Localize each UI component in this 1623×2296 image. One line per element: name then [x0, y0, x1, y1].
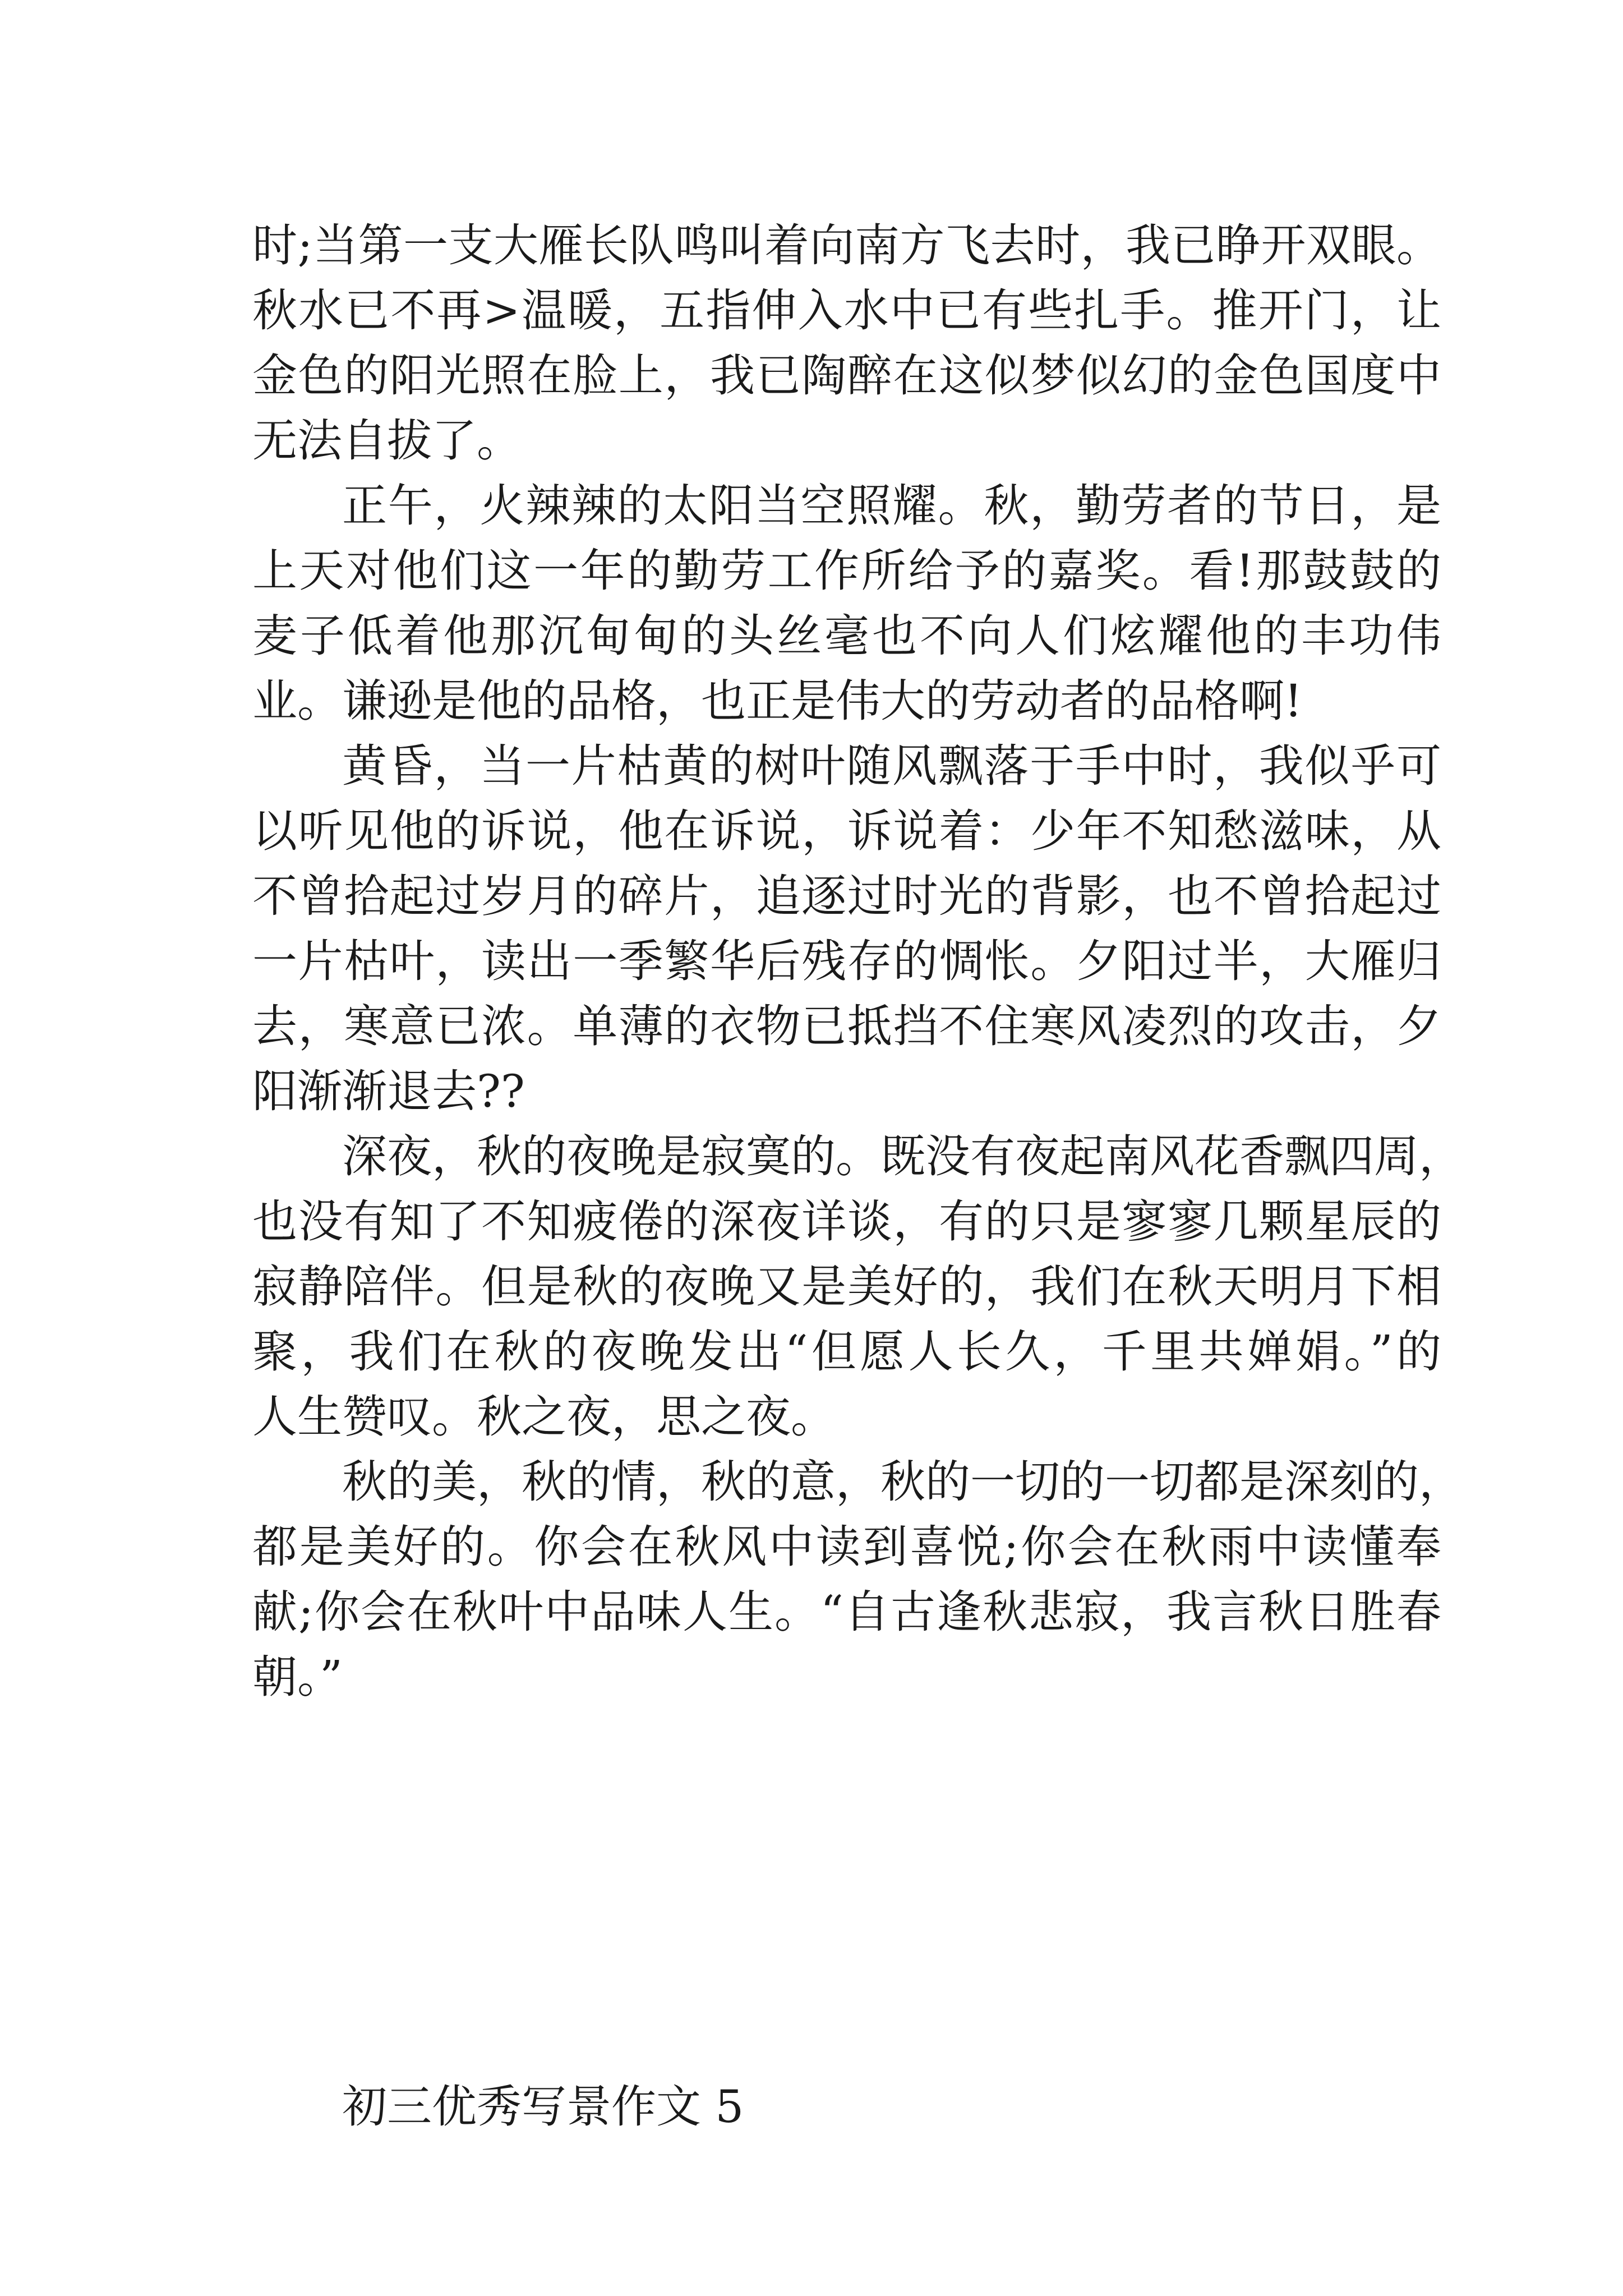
text-line: 寂静陪伴。但是秋的夜晚又是美好的，我们在秋天明月下相	[252, 1260, 1441, 1313]
text-line: 黄昏，当一片枯黄的树叶随风飘落于手中时，我似乎可	[342, 740, 1441, 792]
section-heading: 初三优秀写景作文 5	[342, 2081, 744, 2133]
text-line: 朝。”	[252, 1651, 343, 1703]
text-line: 金色的阳光照在脸上，我已陶醉在这似梦似幻的金色国度中	[252, 349, 1441, 402]
paragraph	[252, 213, 1441, 473]
text-line: 业。谦逊是他的品格，也正是伟大的劳动者的品格啊!	[252, 675, 1303, 727]
paragraph	[252, 473, 1441, 734]
paragraph	[252, 734, 1441, 1124]
text-line: 都是美好的。你会在秋风中读到喜悦;你会在秋雨中读懂奉	[252, 1521, 1441, 1573]
text-line: 麦子低着他那沉甸甸的头丝毫也不向人们炫耀他的丰功伟	[252, 610, 1441, 662]
text-line: 秋水已不再>温暖，五指伸入水中已有些扎手。推开门，让	[252, 284, 1441, 337]
text-line: 一片枯叶，读出一季繁华后残存的惆怅。夕阳过半，大雁归	[252, 935, 1441, 987]
text-line: 阳渐渐退去??	[252, 1065, 525, 1117]
text-line: 上天对他们这一年的勤劳工作所给予的嘉奖。看!那鼓鼓的	[252, 545, 1441, 597]
text-line: 深夜，秋的夜晚是寂寞的。既没有夜起南风花香飘四周，	[342, 1130, 1464, 1182]
text-line: 秋的美，秋的情，秋的意，秋的一切的一切都是深刻的，	[342, 1456, 1464, 1508]
text-line: 去，寒意已浓。单薄的衣物已抵挡不住寒风凌烈的攻击，夕	[252, 1000, 1441, 1052]
text-line: 以听见他的诉说，他在诉说，诉说着：少年不知愁滋味，从	[252, 805, 1441, 857]
text-line: 正午，火辣辣的太阳当空照耀。秋，勤劳者的节日，是	[342, 480, 1441, 532]
text-line: 人生赞叹。秋之夜，思之夜。	[252, 1391, 836, 1443]
text-line: 无法自拔了。	[252, 415, 522, 467]
article-body	[252, 213, 1464, 1710]
paragraph	[252, 1450, 1464, 1710]
text-line: 献;你会在秋叶中品味人生。“自古逢秋悲寂，我言秋日胜春	[252, 1586, 1441, 1638]
text-line: 不曾拾起过岁月的碎片，追逐过时光的背影，也不曾拾起过	[252, 870, 1441, 922]
paragraph	[252, 1124, 1464, 1450]
text-line: 时;当第一支大雁长队鸣叫着向南方飞去时，我已睁开双眼。	[252, 219, 1441, 272]
text-line: 也没有知了不知疲倦的深夜详谈，有的只是寥寥几颗星辰的	[252, 1195, 1441, 1248]
text-line: 聚，我们在秋的夜晚发出“但愿人长久，千里共婵娟。”的	[252, 1326, 1441, 1378]
